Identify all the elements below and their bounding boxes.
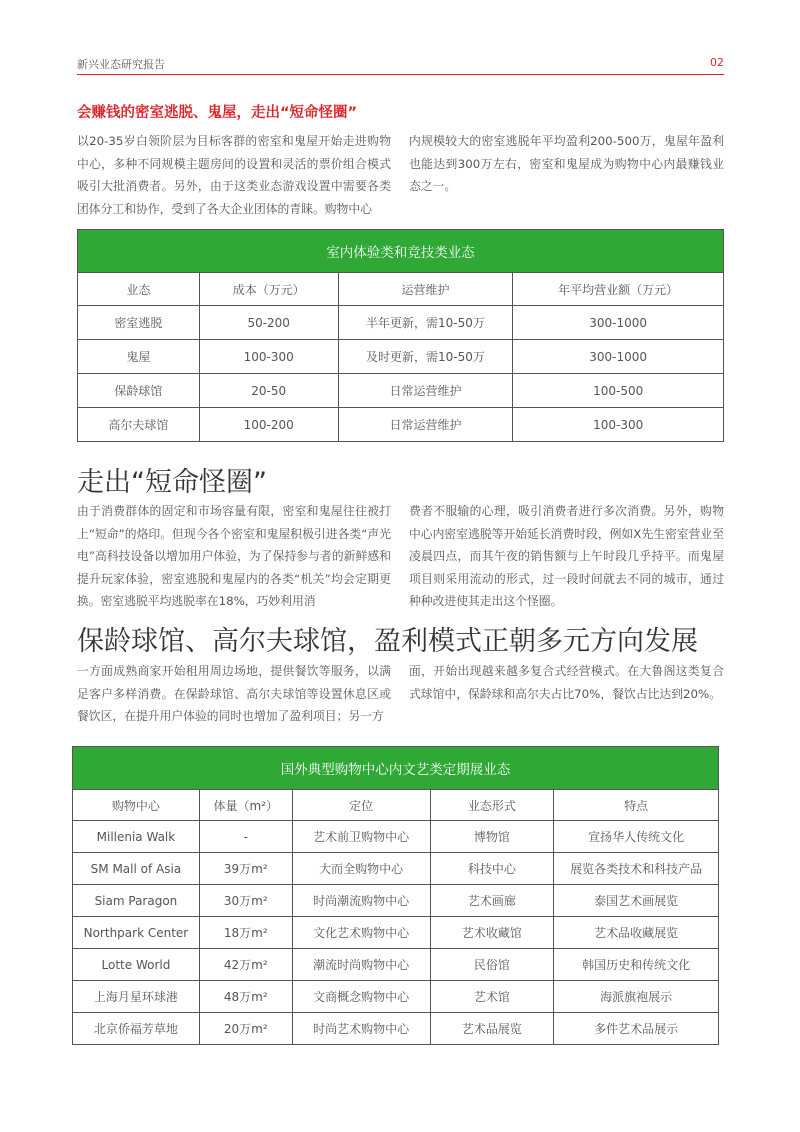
table-cell: 时尚潮流购物中心 (292, 885, 430, 917)
table-cell: 100-500 (513, 374, 724, 408)
table2-header-row (73, 790, 719, 821)
table2-header-cell: 业态形式 (430, 790, 554, 821)
table-cell: 文化艺术购物中心 (292, 917, 430, 949)
table-row (73, 917, 719, 949)
table-cell: 科技中心 (430, 853, 554, 885)
table-cell: 多件艺术品展示 (554, 1013, 719, 1045)
table-cell: 大而全购物中心 (292, 853, 430, 885)
table-cell: 上海月星环球港 (73, 981, 200, 1013)
table-cell: 保龄球馆 (78, 374, 200, 408)
table1-header-cell: 业态 (78, 273, 200, 306)
table-cell: 艺术收藏馆 (430, 917, 554, 949)
table1-header-cell: 成本（万元） (199, 273, 338, 306)
table-cell: 300-1000 (513, 340, 724, 374)
section3-paragraph-right: 面，开始出现越来越多复合式经营模式。在大鲁阁这类复合式球馆中，保龄球和高尔夫占比70%，餐饮占比达到20%。 (409, 664, 724, 701)
table1-header-cell: 年平均营业额（万元） (513, 273, 724, 306)
section3-title: 保龄球馆、高尔夫球馆，盈利模式正朝多元方向发展 (77, 626, 698, 657)
table-cell: Millenia Walk (73, 821, 200, 853)
table1-header-row (78, 273, 724, 306)
table-cell: 泰国艺术画展览 (554, 885, 719, 917)
table-row (78, 408, 724, 442)
table-row (78, 374, 724, 408)
section2-paragraph-right: 费者不服输的心理，吸引消费者进行多次消费。另外，购物中心内密室逃脱等开始延长消费时段，例如X先生密室营业至凌晨四点，而其午夜的销售额与上午时段几乎持平。而鬼屋项目则采用流动的形式，过一段时间就去不同的城市，通过种种改进使其走出这个怪圈。 (409, 504, 724, 608)
table-cell: 日常运营维护 (338, 408, 513, 442)
table-cell: 42万m² (199, 949, 292, 981)
table-cell: 20万m² (199, 1013, 292, 1045)
table-cell: 30万m² (199, 885, 292, 917)
section2-title: 走出“短命怪圈” (77, 467, 267, 498)
table-cell: 博物馆 (430, 821, 554, 853)
table-row (73, 1013, 719, 1045)
table-cell: 文商概念购物中心 (292, 981, 430, 1013)
table-row (73, 885, 719, 917)
report-title: 新兴业态研究报告 (77, 58, 165, 71)
table-cell: 18万m² (199, 917, 292, 949)
table-cell: 鬼屋 (78, 340, 200, 374)
table-cell: 艺术馆 (430, 981, 554, 1013)
table-cell: 100-300 (199, 340, 338, 374)
header-divider (77, 74, 724, 75)
table2-header-cell: 体量（m²） (199, 790, 292, 821)
table-cell: Lotte World (73, 949, 200, 981)
table-cell: 100-200 (199, 408, 338, 442)
table-cell: - (199, 821, 292, 853)
section2-paragraph-left: 由于消费群体的固定和市场容量有限，密室和鬼屋往往被打上“短命”的烙印。但现今各个密室和鬼屋积极引进各类“声光电”高科技设备以增加用户体验，为了保持参与者的新鲜感和提升玩家体验，密室逃脱和鬼屋内的各类“机关”均会定期更换。密室逃脱平均逃脱率在18%，巧妙利用消 (77, 504, 391, 608)
table2-header-cell: 特点 (554, 790, 719, 821)
table-cell: 300-1000 (513, 306, 724, 340)
table-cell: 海派旗袍展示 (554, 981, 719, 1013)
table-cell: Siam Paragon (73, 885, 200, 917)
table-cell: 展览各类技术和科技产品 (554, 853, 719, 885)
table-cell: Northpark Center (73, 917, 200, 949)
table-cell: 艺术品展览 (430, 1013, 554, 1045)
table-cell: 宣扬华人传统文化 (554, 821, 719, 853)
table-cell: 日常运营维护 (338, 374, 513, 408)
section1-paragraph-left: 以20-35岁白领阶层为目标客群的密室和鬼屋开始走进购物中心，多种不同规模主题房间的设置和灵活的票价组合模式吸引大批消费者。另外，由于这类业态游戏设置中需要各类团体分工和协作，受到了各大企业团体的青睐。购物中心 (77, 134, 391, 216)
table-cell: 时尚艺术购物中心 (292, 1013, 430, 1045)
table2-header-cell: 购物中心 (73, 790, 200, 821)
table-cell: 韩国历史和传统文化 (554, 949, 719, 981)
table-cell: 20-50 (199, 374, 338, 408)
section1-paragraph-right: 内规模较大的密室逃脱年平均盈利200-500万，鬼屋年盈利也能达到300万左右，密室和鬼屋成为购物中心内最赚钱业态之一。 (409, 134, 724, 193)
table-row (73, 853, 719, 885)
table-row (73, 821, 719, 853)
table-row (73, 949, 719, 981)
table1-title: 室内体验类和竞技类业态 (78, 230, 724, 273)
table-cell: SM Mall of Asia (73, 853, 200, 885)
table-cell: 民俗馆 (430, 949, 554, 981)
section3-paragraph-left: 一方面成熟商家开始租用周边场地，提供餐饮等服务，以满足客户多样消费。在保龄球馆、高尔夫球馆等设置休息区或餐饮区，在提升用户体验的同时也增加了盈利项目；另一方 (77, 664, 391, 723)
table2-header-cell: 定位 (292, 790, 430, 821)
section1-title: 会赚钱的密室逃脱、鬼屋，走出“短命怪圈” (77, 105, 358, 121)
table-cell: 密室逃脱 (78, 306, 200, 340)
table1-header-cell: 运营维护 (338, 273, 513, 306)
table-cell: 潮流时尚购物中心 (292, 949, 430, 981)
table-row (78, 306, 724, 340)
table2-title: 国外典型购物中心内文艺类定期展业态 (73, 747, 719, 790)
table-cell: 北京侨福芳草地 (73, 1013, 200, 1045)
table-art-exhibition (72, 746, 719, 1045)
table-row (78, 340, 724, 374)
table-row (73, 981, 719, 1013)
table-cell: 48万m² (199, 981, 292, 1013)
table-cell: 艺术画廊 (430, 885, 554, 917)
table-cell: 及时更新，需10-50万 (338, 340, 513, 374)
table-cell: 39万m² (199, 853, 292, 885)
table-indoor-experience (77, 229, 724, 442)
table-cell: 高尔夫球馆 (78, 408, 200, 442)
table-cell: 50-200 (199, 306, 338, 340)
table-cell: 艺术品收藏展览 (554, 917, 719, 949)
table-cell: 艺术前卫购物中心 (292, 821, 430, 853)
table-cell: 半年更新，需10-50万 (338, 306, 513, 340)
table-cell: 100-300 (513, 408, 724, 442)
page-number: 02 (710, 56, 724, 69)
